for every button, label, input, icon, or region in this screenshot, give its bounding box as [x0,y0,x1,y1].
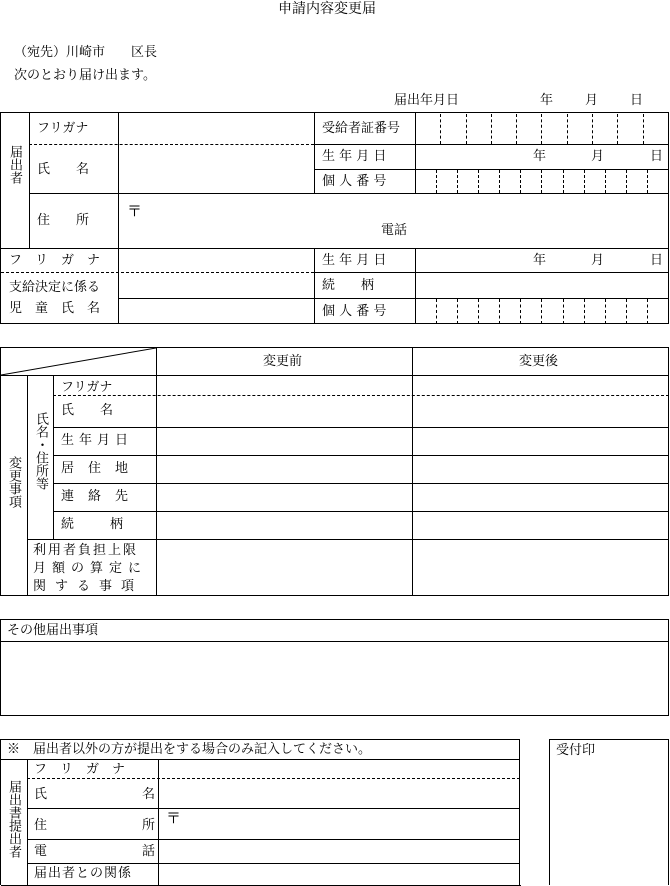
submitter-section-label: 届出書提出者 [6,780,21,858]
other-items-box [0,619,669,716]
reception-stamp-label: 受付印 [556,743,596,758]
child-furigana-label: フ リ ガ ナ [9,253,101,268]
child-birth-month: 月 [591,253,605,268]
child-personal-no-label: 個 人 番 号 [322,304,387,319]
burden-line2: 月額の算定に [33,561,148,576]
date-label: 届出年月日 [394,93,460,108]
child-birth-label: 生 年 月 日 [322,253,387,268]
submitter-phone-label: 電 話 [34,844,170,859]
applicant-section-label: 届出者 [7,145,22,184]
addressee: （宛先）川崎市 区長 [14,45,158,60]
child-relation-label: 続 柄 [322,278,375,293]
submitter-relation-label: 届出者との関係 [34,866,133,881]
change-row-residence: 居住地 [61,461,143,476]
burden-line3: 関する事項 [33,579,144,594]
applicant-personal-no-label: 個 人 番 号 [322,174,387,189]
other-items-label: その他届出事項 [7,623,99,638]
child-birth-year: 年 [533,253,547,268]
applicant-birth-label: 生 年 月 日 [322,149,387,164]
date-year: 年 [540,93,554,108]
applicant-furigana-label: フリガナ [37,121,89,136]
applicant-birth-day: 日 [650,149,664,164]
applicant-birth-year: 年 [533,149,547,164]
change-row-furigana: フリガナ [61,380,113,395]
submitter-name-label: 氏 名 [34,787,170,802]
header-after: 変更後 [519,354,559,369]
recipient-no-label: 受給者証番号 [322,121,401,136]
applicant-postal-mark: 〒 [127,202,143,220]
submitter-table [0,739,520,885]
diagonal-divider [1,348,156,375]
submitter-note: ※ 届出者以外の方が提出をする場合のみ記入してください。 [7,742,372,757]
date-day: 日 [630,93,644,108]
child-label-line1: 支給決定に係る [9,280,101,295]
applicant-phone-label: 電話 [381,223,408,238]
applicant-name-label: 氏 名 [37,162,90,177]
applicant-address-label: 住 所 [37,213,90,228]
submitter-furigana-label: フ リ ガ ナ [34,762,126,777]
intro-text: 次のとおり届け出ます。 [14,68,156,83]
submitter-postal-mark: 〒 [166,809,182,827]
change-row-contact: 連絡先 [61,489,143,504]
change-table [0,347,669,596]
change-row-relation: 続柄 [61,517,160,532]
change-section-label: 変更事項 [6,456,21,508]
date-month: 月 [585,93,599,108]
change-row-name: 氏 名 [61,403,114,418]
reception-stamp-box [549,739,669,885]
page-title: 申請内容変更届 [278,1,376,17]
change-group-label: 氏名・住所等 [33,412,48,490]
burden-line1: 利用者負担上限 [33,543,139,558]
header-before: 変更前 [263,354,303,369]
applicant-table [0,112,669,324]
submitter-address-label: 住 所 [34,818,170,833]
applicant-birth-month: 月 [591,149,605,164]
child-birth-day: 日 [650,253,664,268]
child-label-line2: 児 童 氏 名 [9,301,101,316]
change-row-birth: 生年月日 [61,433,134,448]
